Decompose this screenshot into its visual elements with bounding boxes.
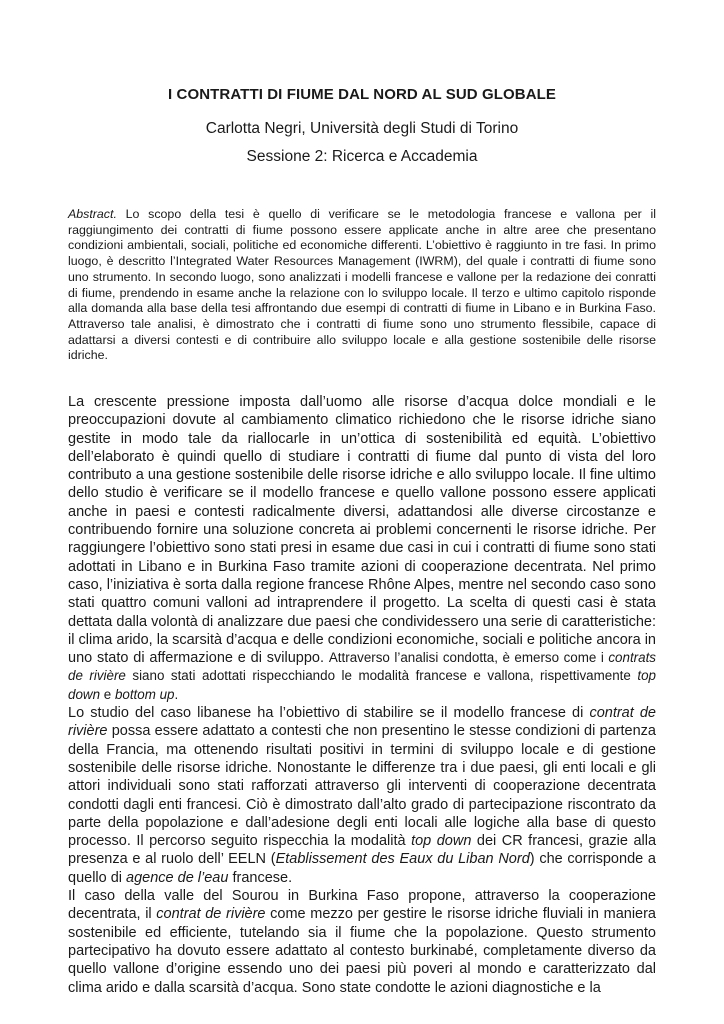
paragraph-1-term-bottom-up: bottom up: [114, 686, 175, 702]
paragraph-2-text-a: Lo studio del caso libanese ha l’obiettivo di stabilire se il modello francese di: [68, 705, 584, 722]
paragraph-3-text-a: Il caso della valle del Sourou in Burkina Faso propone, attraverso la cooperazione decentrata, il: [68, 888, 656, 923]
session-label: Sessione 2: Ricerca e Accademia: [246, 148, 478, 165]
paragraph-1-text-b4: .: [174, 686, 179, 702]
abstract: [68, 207, 656, 364]
paragraph-1-text: La crescente pressione imposta dall’uomo alle risorse d’acqua dolce mondiali e le preoccupazioni dovute al cambiamento climatico richiedono che le risorse idriche siano gestite in modo tale da riallocarle in un’ottica di sostenibilità ed equità. L’obiettivo dell’elaborato è quindi quello di studiare i contratti di fiume dal punto di vista del loro contributo a una gestione sostenibile delle risorse idriche e allo sviluppo locale. Il fine ultimo dello studio è verificare se il modello francese e quello vallone possono essere applicati anche in paesi e contesti radicalmente diversi, adattandosi alle diverse circostanze e contribuendo fornire una soluzione concreta ai problemi concernenti le risorse idriche. Per raggiungere l’obiettivo sono stati presi in esame due casi in cui i contratti di fiume sono stati adottati in Libano e in Burkina Faso tramite azioni di cooperazione decentrata. Nel primo caso, l’iniziativa è sorta dalla regione francese Rhône Alpes, mentre nel secondo caso sono stati quattro comuni valloni ad intraprendere il progetto. La scelta di questi casi è stata dettata dalla volontà di analizzare due paesi che condividessero una serie di caratteristiche: il clima arido, la scarsità d’acqua e delle condizioni economiche, sociali e politiche ancora in uno stato di affermazione e di sviluppo.: [68, 394, 656, 667]
paragraph-2-term-contrat: contrat de rivière: [68, 705, 656, 740]
author-affiliation: Carlotta Negri, Università degli Studi di Torino: [205, 120, 519, 137]
paragraph-1-term-top-down: top down: [68, 668, 656, 702]
paragraph-1-text-b3: e: [103, 686, 112, 702]
paper-title: I CONTRATTI DI FIUME DAL NORD AL SUD GLOBALE: [168, 86, 556, 103]
paragraph-2-text-b: possa essere adattato a contesti che non presentino le stesse condizioni di partenza della Francia, ma ottenendo risultati positivi in termini di sviluppo locale e di gestione sostenibile delle risorse idriche. Nonostante le differenze tra i due paesi, gli enti locali e gli attori individuali sono stati rafforzati attraverso gli interventi di cooperazione decentrata condotti dagli enti francesi. Ciò è dimostrato dall’alto grado di partecipazione riscontrato da parte della popolazione e dall’adesione degli enti locali alle logiche alla base di questo processo. Il percorso seguito rispecchia la modalità: [68, 723, 656, 850]
paragraph-3: [68, 887, 656, 997]
paragraph-2: [68, 704, 656, 887]
paragraph-1-text-b2: siano stati adottati rispecchiando le modalità francese e vallona, rispettivamente: [132, 668, 631, 684]
paragraph-2-text-c: dei CR francesi, grazie alla presenza e al ruolo dell’ EELN (: [68, 833, 657, 868]
paragraph-3-term-contrat: contrat de rivière: [156, 906, 266, 923]
paragraph-3-text-b: come mezzo per gestire le risorse idriche fluviali in maniera sostenibile ed efficiente, tutelando sia il fiume che la popolazione. Questo strumento partecipativo ha dovuto essere adattato al contesto burkinabé, completamente diverso da quello vallone d’origine essendo uno dei paesi più poveri al mondo e caratterizzato dal clima arido e dalla scarsità d’acqua. Sono state condotte le azioni diagnostiche e la: [68, 906, 656, 996]
body-text: [68, 393, 656, 997]
paragraph-1-term-contrats: contrats de rivière: [68, 650, 656, 684]
paragraph-2-term-agence: agence de l’eau: [126, 869, 229, 886]
paragraph-2-term-top-down: top down: [411, 833, 472, 850]
paragraph-2-term-eeln: Etablissement des Eaux du Liban Nord: [275, 851, 530, 868]
abstract-label: Abstract.: [68, 207, 117, 221]
paragraph-1: [68, 393, 656, 704]
paragraph-2-text-e: francese.: [232, 869, 293, 886]
paragraph-1-text-b1: Attraverso l’analisi condotta, è emerso come i: [328, 650, 604, 666]
abstract-text: Lo scopo della tesi è quello di verificare se le metodologia francese e vallona per il raggiungimento dei contratti di fiume possono essere applicate anche in altre aree che presentano condizioni ambientali, sociali, politiche ed economiche differenti. L’obiettivo è raggiunto in tre fasi. In primo luogo, è descritto l’Integrated Water Resources Management (IWRM), del quale i contratti di fiume sono uno strumento. In secondo luogo, sono analizzati i modelli francese e vallone per la redazione dei conratti di fiume, prendendo in esame anche la relazione con lo sviluppo locale. Il terzo e ultimo capitolo risponde alla domanda alla base della tesi affrontando due esempi di contratti di fiume in Libano e in Burkina Faso. Attraverso tale analisi, è dimostrato che i contratti di fiume sono uno strumento flessibile, capace di adattarsi a diversi contesti e di contribuire allo sviluppo locale e alla gestione sostenibile delle risorse idriche.: [68, 207, 656, 363]
paragraph-2-text-d: ) che corrisponde a quello di: [68, 851, 656, 886]
